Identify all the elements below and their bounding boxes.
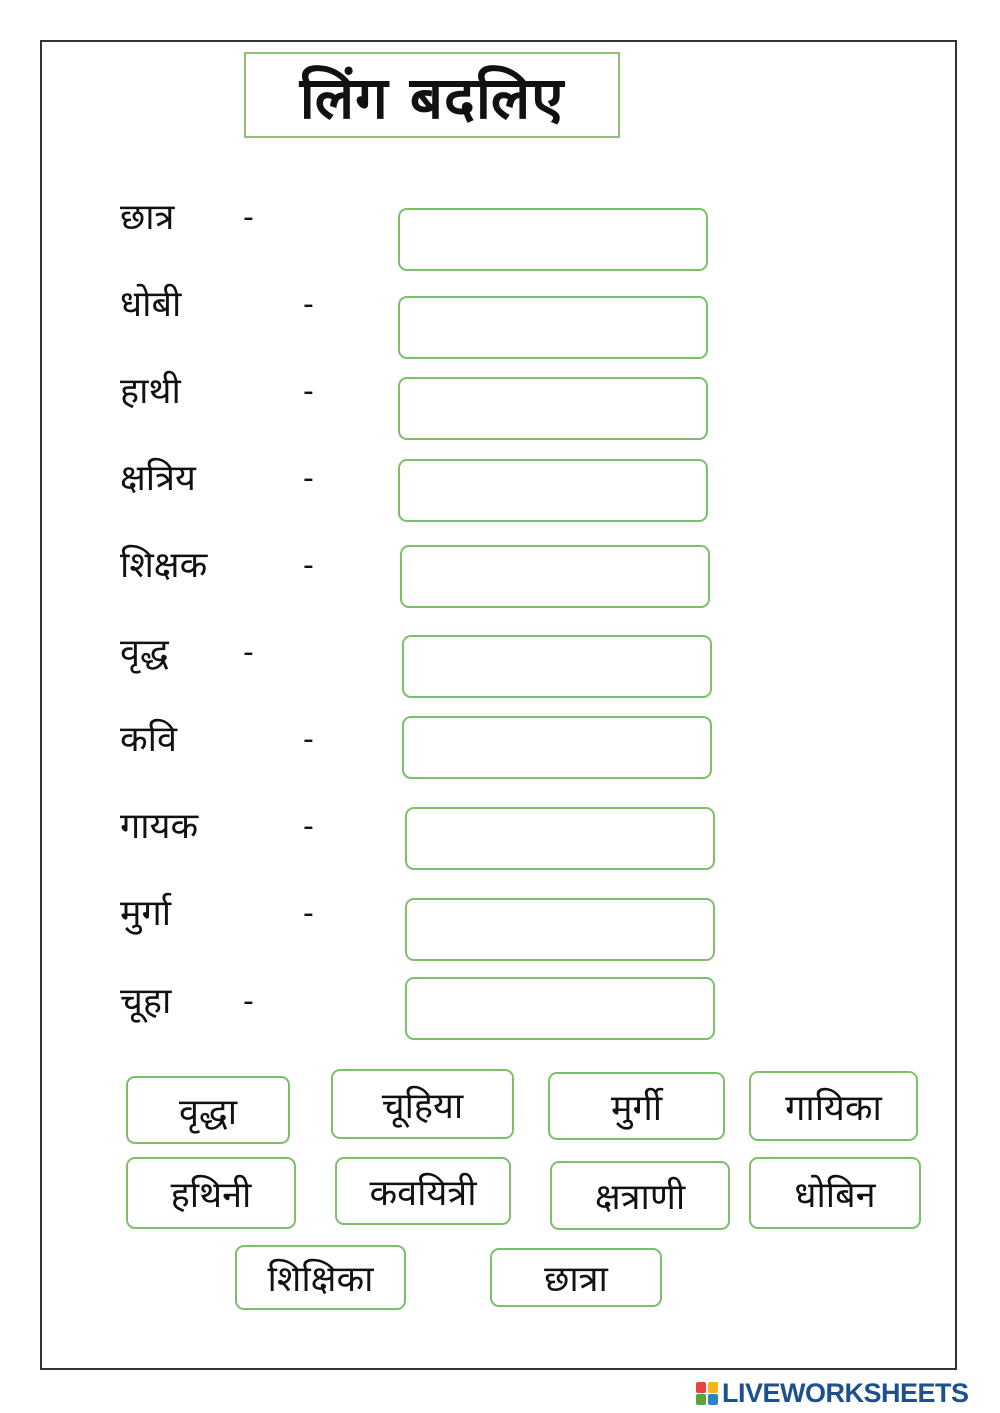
word-label: धोबी <box>120 284 182 325</box>
choice-chip[interactable]: वृद्धा <box>126 1076 290 1144</box>
answer-input[interactable] <box>405 977 715 1040</box>
word-label: हाथी <box>120 371 181 412</box>
dash-separator: - <box>303 374 314 409</box>
dash-separator: - <box>303 461 314 496</box>
answer-input[interactable] <box>405 898 715 961</box>
choice-chip[interactable]: शिक्षिका <box>235 1245 406 1310</box>
choice-chip[interactable]: कवयित्री <box>335 1157 511 1225</box>
answer-input[interactable] <box>405 807 715 870</box>
dash-separator: - <box>303 548 314 583</box>
dash-separator: - <box>303 809 314 844</box>
brand-name: LIVEWORKSHEETS <box>722 1377 969 1408</box>
dash-separator: - <box>303 287 314 322</box>
choice-chip[interactable]: क्षत्राणी <box>550 1161 730 1230</box>
choice-chip[interactable]: हथिनी <box>126 1157 296 1229</box>
brand-logo <box>696 1378 969 1408</box>
answer-input[interactable] <box>400 545 710 608</box>
dash-separator: - <box>243 984 254 1019</box>
word-label: वृद्ध <box>120 632 169 673</box>
choice-chip[interactable]: मुर्गी <box>548 1072 725 1140</box>
worksheet-title: लिंग बदलिए <box>244 52 620 138</box>
dash-separator: - <box>303 722 314 757</box>
choice-chip[interactable]: छात्रा <box>490 1248 662 1307</box>
answer-input[interactable] <box>398 296 708 359</box>
answer-input[interactable] <box>398 377 708 440</box>
answer-input[interactable] <box>402 716 712 779</box>
word-label: क्षत्रिय <box>120 458 196 499</box>
dash-separator: - <box>303 896 314 931</box>
dash-separator: - <box>243 635 254 670</box>
word-label: कवि <box>120 719 177 760</box>
answer-input[interactable] <box>398 459 708 522</box>
word-label: मुर्गा <box>120 893 172 934</box>
answer-input[interactable] <box>398 208 708 271</box>
choice-chip[interactable]: धोबिन <box>749 1157 921 1229</box>
answer-input[interactable] <box>402 635 712 698</box>
liveworksheets-logo-icon <box>696 1380 720 1406</box>
word-label: छात्र <box>120 197 175 238</box>
word-label: गायक <box>120 806 199 847</box>
word-label: शिक्षक <box>120 545 208 586</box>
dash-separator: - <box>243 200 254 235</box>
word-label: चूहा <box>120 981 172 1022</box>
choice-chip[interactable]: गायिका <box>749 1071 918 1141</box>
choice-chip[interactable]: चूहिया <box>331 1069 514 1139</box>
